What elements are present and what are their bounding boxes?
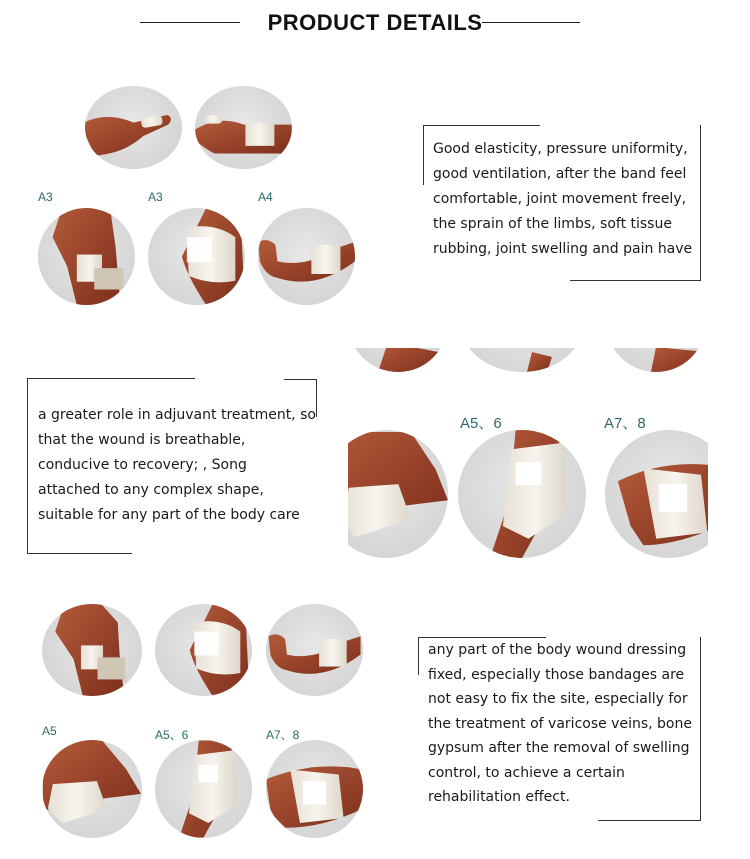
size-label: A7、8 (266, 728, 300, 742)
header-rule-right (482, 22, 580, 23)
frame-line (700, 637, 701, 820)
feature-description: Good elasticity, pressure uniformity, good ventilation, after the band feel comfortable, joint movement freely, the sprain of the limbs, soft tissue rubbing, joint swelling and pain have (433, 141, 693, 257)
palm-bandage-photo (42, 604, 142, 696)
frame-line (27, 378, 195, 379)
size-label: A5、6 (460, 415, 502, 432)
size-label: A3 (38, 190, 53, 204)
palm-bandage-photo (38, 208, 135, 305)
ankle-bandage-photo (42, 740, 142, 838)
frame-line (418, 637, 419, 675)
elbow-bandage-photo (148, 208, 245, 305)
feature-description: any part of the body wound dressing fixed, especially those bandages are not easy to fix the site, especially for the treatment of varicose veins, bone gypsum after the removal of swelling control, to achieve a certain rehabilitation effect. (428, 642, 692, 805)
feature-description: a greater role in adjuvant treatment, so that the wound is breathable, conducive to recovery; , Song attached to any complex shape, suitable for any part of the body care (38, 407, 316, 523)
frame-line (598, 820, 701, 821)
size-label: A3 (148, 190, 163, 204)
size-label: A4 (258, 190, 273, 204)
frame-line (27, 378, 28, 553)
knee-bandage-photo (458, 430, 586, 558)
ankle-bandage-photo-crop (348, 430, 448, 560)
frame-line (284, 379, 317, 380)
frame-line (27, 553, 132, 554)
leg-bandage-photo-crop (605, 430, 708, 560)
size-label: A7、8 (604, 415, 646, 432)
size-label: A5 (42, 724, 57, 738)
frame-line (423, 125, 424, 185)
knee-bandage-photo (155, 740, 252, 838)
frame-line (316, 379, 317, 417)
size-label: A5、6 (155, 728, 189, 742)
arm-bandage-photo (266, 604, 363, 696)
arm-bandage-photo (258, 208, 355, 305)
finger-bandage-photo (85, 86, 182, 169)
frame-line (423, 125, 540, 126)
frame-line (700, 125, 701, 280)
hand-bandage-photo (195, 86, 292, 169)
page-title: PRODUCT DETAILS (267, 10, 483, 35)
leg-bandage-photo (266, 740, 363, 838)
frame-line (570, 280, 701, 281)
cropped-photo-row (348, 348, 708, 372)
elbow-bandage-photo (155, 604, 252, 696)
